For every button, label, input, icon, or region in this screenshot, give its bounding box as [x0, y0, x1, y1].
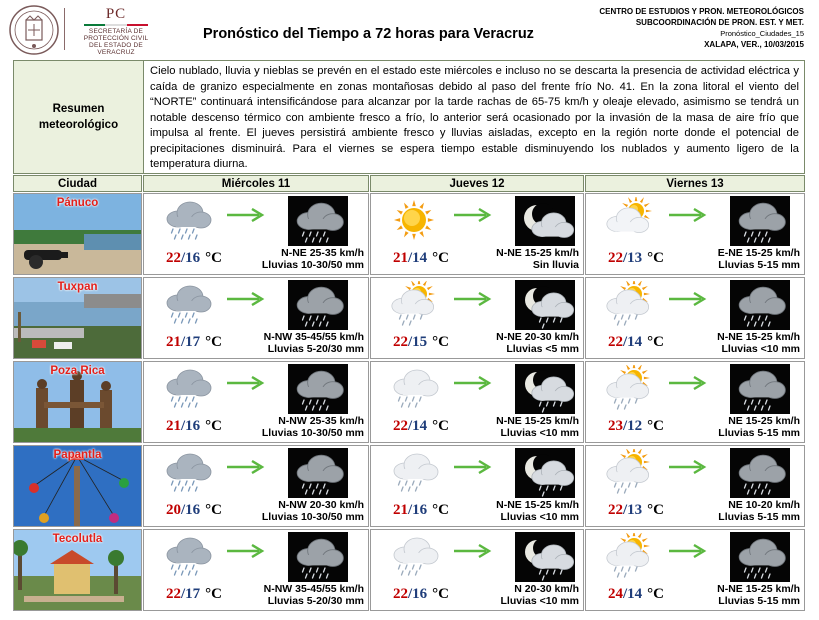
temp-separator: / [408, 334, 413, 350]
temperature [393, 334, 449, 351]
arrow-right-icon [453, 460, 493, 474]
precip-forecast: Lluvias 5-20/30 mm [267, 343, 364, 355]
arrow-right-icon [226, 292, 266, 306]
bulletin-code: Pronóstico_Ciudades_15 [720, 29, 804, 38]
rain-cloud-icon [162, 365, 212, 411]
forecast-cell-friday [585, 361, 805, 443]
forecast-table [13, 175, 805, 614]
forecast-cell-wednesday [143, 529, 369, 611]
moon-cloud-rain-icon [515, 364, 575, 414]
wind-forecast: N-NE 15-25 km/h [717, 331, 800, 343]
night-rain-icon [730, 364, 790, 414]
veracruz-seal-icon [8, 4, 60, 56]
wind-forecast: N-NE 15-25 km/h [496, 415, 579, 427]
sun-cloud-icon [604, 197, 654, 243]
temp-max: 21 [166, 334, 181, 350]
wind-forecast: N-NE 15-25 km/h [496, 499, 579, 511]
day-header-wednesday: Miércoles 11 [143, 175, 369, 192]
wind-precip [262, 415, 364, 439]
arrow-right-icon [226, 208, 266, 222]
table-row [13, 277, 805, 359]
center-name: CENTRO DE ESTUDIOS Y PRON. METEOROLÓGICOS [599, 7, 804, 16]
temp-min: 14 [627, 586, 643, 602]
arrow-right-icon [453, 292, 493, 306]
temp-max: 22 [608, 502, 623, 518]
wind-precip [718, 247, 800, 271]
moon-cloud-rain-icon [515, 280, 575, 330]
temp-max: 22 [393, 418, 408, 434]
night-rain-icon [288, 280, 348, 330]
temperature [608, 334, 664, 351]
forecast-cell-thursday [370, 529, 584, 611]
night-rain-icon [730, 448, 790, 498]
wind-precip [496, 247, 579, 271]
temperature [608, 250, 664, 267]
temp-max: 22 [608, 250, 623, 266]
page-title: Pronóstico del Tiempo a 72 horas para Veracruz [203, 26, 534, 42]
table-row [13, 529, 805, 611]
table-row [13, 445, 805, 527]
sun-icon [389, 197, 439, 243]
night-rain-icon [730, 280, 790, 330]
city-photo-cell [13, 193, 142, 275]
city-photo-cell [13, 277, 142, 359]
forecast-cell-friday [585, 277, 805, 359]
night-rain-icon [288, 196, 348, 246]
city-photo-cell [13, 361, 142, 443]
city-name: Tuxpan [57, 281, 98, 293]
precip-forecast: Lluvias 5-20/30 mm [267, 595, 364, 607]
wind-precip [717, 583, 800, 607]
temp-separator: / [181, 250, 186, 266]
temp-unit: °C [432, 502, 450, 518]
arrow-right-icon [453, 208, 493, 222]
forecast-cell-thursday [370, 361, 584, 443]
temp-unit: °C [647, 334, 665, 350]
sun-cloud-rain-icon [604, 533, 654, 579]
wind-precip [496, 499, 579, 523]
forecast-cell-wednesday [143, 193, 369, 275]
temp-max: 21 [166, 418, 181, 434]
temperature [393, 502, 449, 519]
logo-pc-text: PC [105, 6, 127, 22]
night-rain-icon [288, 364, 348, 414]
wind-precip [496, 415, 579, 439]
temp-separator: / [408, 502, 413, 518]
forecast-cell-thursday [370, 445, 584, 527]
moon-cloud-icon [515, 196, 575, 246]
rain-cloud-icon [162, 281, 212, 327]
temperature [166, 334, 222, 351]
summary-label: Resumen meteorológico [14, 61, 144, 173]
precip-forecast: Lluvias <10 mm [500, 511, 579, 523]
temp-min: 16 [412, 502, 428, 518]
precip-forecast: Lluvias 5-15 mm [718, 511, 800, 523]
temp-unit: °C [647, 418, 665, 434]
moon-cloud-rain-icon [515, 532, 575, 582]
city-name: Poza Rica [50, 365, 105, 377]
temp-max: 21 [393, 250, 408, 266]
temperature [393, 250, 449, 267]
city-name: Tecolutla [52, 533, 103, 545]
precip-forecast: Lluvias <5 mm [506, 343, 579, 355]
rain-cloud-icon [162, 449, 212, 495]
arrow-right-icon [668, 208, 708, 222]
temp-max: 22 [166, 250, 181, 266]
civil-protection-logo [72, 6, 160, 56]
wind-precip [717, 331, 800, 355]
temp-max: 23 [608, 418, 623, 434]
temperature [166, 250, 222, 267]
wind-precip [262, 499, 364, 523]
temp-min: 16 [412, 586, 428, 602]
wind-precip [501, 583, 580, 607]
arrow-right-icon [668, 544, 708, 558]
city-name: Papantla [53, 449, 102, 461]
logo-line-2: PROTECCIÓN CIVIL [83, 35, 149, 42]
temp-separator: / [408, 418, 413, 434]
forecast-cell-wednesday [143, 445, 369, 527]
moon-cloud-rain-icon [515, 448, 575, 498]
rain-cloud-icon [162, 197, 212, 243]
logo-line-1: SECRETARÍA DE [88, 28, 144, 35]
temp-max: 21 [393, 502, 408, 518]
night-rain-icon [730, 196, 790, 246]
temp-unit: °C [432, 334, 450, 350]
precip-forecast: Lluvias 10-30/50 mm [261, 511, 364, 523]
temp-separator: / [623, 586, 628, 602]
precip-forecast: Lluvias 5-15 mm [718, 259, 800, 271]
temp-separator: / [181, 586, 186, 602]
temp-unit: °C [647, 250, 665, 266]
temp-max: 22 [166, 586, 181, 602]
sun-cloud-rain-icon [604, 281, 654, 327]
temperature [608, 418, 664, 435]
temperature [393, 586, 449, 603]
temp-max: 20 [166, 502, 181, 518]
wind-forecast: N-NW 35-45/55 km/h [263, 331, 364, 343]
temp-min: 14 [627, 334, 643, 350]
temp-max: 22 [393, 334, 408, 350]
wind-precip [264, 331, 364, 355]
temperature [608, 586, 664, 603]
temp-min: 14 [412, 418, 428, 434]
city-photo-cell [13, 529, 142, 611]
temp-min: 15 [412, 334, 428, 350]
arrow-right-icon [668, 460, 708, 474]
temp-min: 17 [185, 334, 201, 350]
arrow-right-icon [453, 544, 493, 558]
wind-forecast: N 20-30 km/h [514, 583, 579, 595]
weather-summary [13, 60, 805, 174]
temp-separator: / [623, 334, 628, 350]
wind-forecast: N-NW 25-35 km/h [278, 415, 364, 427]
night-rain-icon [730, 532, 790, 582]
wind-forecast: E-NE 15-25 km/h [717, 247, 800, 259]
temp-separator: / [623, 418, 628, 434]
logo-line-3: DEL ESTADO DE VERACRUZ [89, 42, 143, 56]
temp-min: 13 [627, 502, 643, 518]
wind-forecast: N-NE 15-25 km/h [717, 583, 800, 595]
temp-unit: °C [205, 502, 223, 518]
temp-unit: °C [205, 250, 223, 266]
temp-separator: / [181, 502, 186, 518]
temp-min: 16 [185, 418, 201, 434]
temp-min: 12 [627, 418, 643, 434]
temp-max: 22 [608, 334, 623, 350]
precip-forecast: Sin lluvia [532, 259, 579, 271]
wind-precip [718, 415, 800, 439]
arrow-right-icon [453, 376, 493, 390]
temp-min: 14 [412, 250, 428, 266]
arrow-right-icon [226, 544, 266, 558]
wind-forecast: N-NE 15-25 km/h [496, 247, 579, 259]
precip-forecast: Lluvias 5-15 mm [718, 595, 800, 607]
issuer-info [599, 6, 804, 50]
forecast-cell-thursday [370, 193, 584, 275]
city-photo-cell [13, 445, 142, 527]
table-row [13, 193, 805, 275]
temp-separator: / [623, 250, 628, 266]
day-header-friday: Viernes 13 [585, 175, 805, 192]
table-header [13, 175, 805, 192]
sun-cloud-rain-icon [604, 365, 654, 411]
temp-unit: °C [432, 250, 450, 266]
temp-min: 16 [185, 250, 201, 266]
wind-forecast: N-NE 25-35 km/h [281, 247, 364, 259]
precip-forecast: Lluvias 10-30/50 mm [261, 427, 364, 439]
cloud-rain-light-icon [389, 533, 439, 579]
city-column-header: Ciudad [13, 175, 142, 192]
temp-separator: / [181, 418, 186, 434]
page-header [0, 0, 819, 58]
temperature [166, 586, 222, 603]
temp-separator: / [181, 334, 186, 350]
sun-cloud-rain-icon [389, 281, 439, 327]
wind-precip [262, 247, 364, 271]
temp-unit: °C [432, 586, 450, 602]
forecast-cell-thursday [370, 277, 584, 359]
forecast-cell-wednesday [143, 361, 369, 443]
arrow-right-icon [668, 376, 708, 390]
forecast-cell-friday [585, 529, 805, 611]
arrow-right-icon [226, 376, 266, 390]
temperature [166, 502, 222, 519]
temp-separator: / [623, 502, 628, 518]
precip-forecast: Lluvias <10 mm [721, 343, 800, 355]
precip-forecast: Lluvias 5-15 mm [718, 427, 800, 439]
wind-precip [718, 499, 800, 523]
temp-min: 13 [627, 250, 643, 266]
table-row [13, 361, 805, 443]
forecast-cell-wednesday [143, 277, 369, 359]
wind-precip [496, 331, 579, 355]
summary-text: Cielo nublado, lluvia y nieblas se prevén en el estado este miércoles e incluso no se descarta la presencia de actividad eléctrica y caída de granizo especialmente en zonas montañosas debido al paso del frente frío No. 41. En la zona litoral el viento del “NORTE” continuará intensificándose para alcanzar por la tarde rachas de 65-75 km/h y oleaje elevado, asimismo se tendrá un notable descenso térmico con ambiente fresco a frío, lo anterior será ocasionado por la invasión de la masa de aire frío que impulsa al frente. El jueves persistirá ambiente fresco y lluvias aisladas, excepto en la región norte donde el potencial de precipitaciones disminuirá. Para el viernes se espera tiempo estable disminuyendo los nublados y aumento ligero de la temperatura diurna. [150, 65, 799, 170]
precip-forecast: Lluvias 10-30/50 mm [261, 259, 364, 271]
forecast-cell-friday [585, 193, 805, 275]
temp-unit: °C [647, 502, 665, 518]
night-rain-icon [288, 448, 348, 498]
city-name: Pánuco [56, 197, 99, 209]
wind-forecast: N-NE 20-30 km/h [496, 331, 579, 343]
cloud-rain-light-icon [389, 365, 439, 411]
temp-unit: °C [647, 586, 665, 602]
temp-unit: °C [205, 418, 223, 434]
temp-unit: °C [432, 418, 450, 434]
temperature [608, 502, 664, 519]
night-rain-icon [288, 532, 348, 582]
wind-forecast: NE 10-20 km/h [728, 499, 800, 511]
precip-forecast: Lluvias <10 mm [500, 595, 579, 607]
temp-separator: / [408, 586, 413, 602]
arrow-right-icon [226, 460, 266, 474]
logo-divider [64, 8, 65, 50]
temp-separator: / [408, 250, 413, 266]
temp-min: 16 [185, 502, 201, 518]
temp-max: 24 [608, 586, 623, 602]
cloud-rain-light-icon [389, 449, 439, 495]
temp-min: 17 [185, 586, 201, 602]
temp-max: 22 [393, 586, 408, 602]
subcoordination: SUBCOORDINACIÓN DE PRON. EST. Y MET. [635, 18, 804, 27]
wind-forecast: NE 15-25 km/h [728, 415, 800, 427]
sun-cloud-rain-icon [604, 449, 654, 495]
logo-flag-stripe [84, 24, 148, 26]
temp-unit: °C [205, 334, 223, 350]
wind-precip [264, 583, 364, 607]
wind-forecast: N-NW 35-45/55 km/h [263, 583, 364, 595]
temperature [393, 418, 449, 435]
precip-forecast: Lluvias <10 mm [500, 427, 579, 439]
temp-unit: °C [205, 586, 223, 602]
place-date: XALAPA, VER., 10/03/2015 [704, 40, 804, 49]
forecast-cell-friday [585, 445, 805, 527]
arrow-right-icon [668, 292, 708, 306]
temperature [166, 418, 222, 435]
wind-forecast: N-NW 20-30 km/h [278, 499, 364, 511]
rain-cloud-icon [162, 533, 212, 579]
day-header-thursday: Jueves 12 [370, 175, 584, 192]
